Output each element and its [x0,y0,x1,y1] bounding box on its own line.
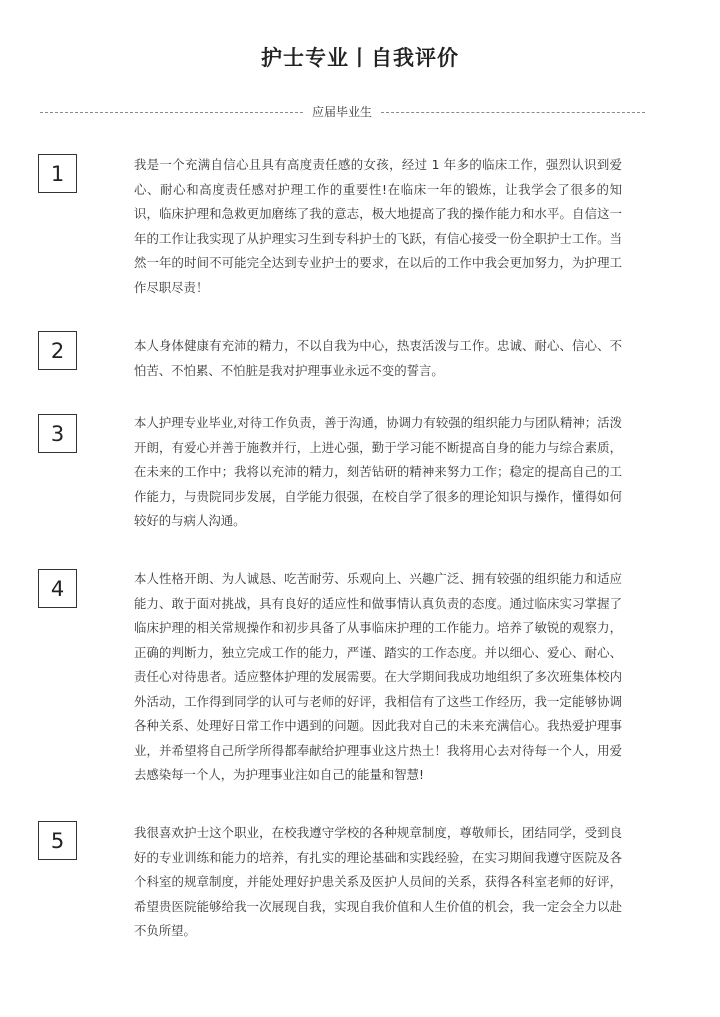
subtitle: 应届毕业生 [311,105,372,119]
dashed-line-right [381,112,645,113]
item-number-box: 1 [38,154,77,193]
item-number-box: 4 [38,569,77,608]
item-paragraph: 我是一个充满自信心且具有高度责任感的女孩，经过 1 年多的临床工作，强烈认识到爱心、耐心和高度责任感对护理工作的重要性!在临床一年的锻炼，让我学会了很多的知识，临床护理和急救更加磨练了我的意志，极大地提高了我的操作能力和水平。自信这一年的工作让我实现了从护理实习生到专科护士的飞跃，有信心接受一份全职护士工作。当然一年的时间不可能完全达到专业护士的要求，在以后的工作中我会更加努力，为护理工作尽职尽责！ [134,157,622,295]
item-paragraph: 本人身体健康有充沛的精力，不以自我为中心，热衷活泼与工作。忠诚、耐心、信心、不怕苦、不怕累、不怕脏是我对护理事业永远不变的誓言。 [134,338,622,378]
item-paragraph: 本人性格开朗、为人诚恳、吃苦耐劳、乐观向上、兴趣广泛、拥有较强的组织能力和适应能力、敢于面对挑战，具有良好的适应性和做事情认真负责的态度。通过临床实习掌握了临床护理的相关常规操作和初步具备了从事临床护理的工作能力。培养了敏锐的观察力，正确的判断力，独立完成工作的能力，严谨、踏实的工作态度。并以细心、爱心、耐心、责任心对待患者。适应整体护理的发展需要。在大学期间我成功地组织了多次班集体校内外活动，工作得到同学的认可与老师的好评，我相信有了这些工作经历，我一定能够协调各种关系、处理好日常工作中遇到的问题。因此我对自己的未来充满信心。我热爱护理事业，并希望将自己所学所得都奉献给护理事业这片热土！我将用心去对待每一个人，用爱去感染每一个人，为护理事业注如自己的能量和智慧! [134,571,622,782]
item-number-box: 5 [38,821,77,860]
subtitle-divider [40,102,645,122]
item-number-box: 3 [38,414,77,453]
page-title: 护士专业丨自我评价 [261,46,459,70]
item-paragraph: 本人护理专业毕业,对待工作负责，善于沟通，协调力有较强的组织能力与团队精神；活泼开朗，有爱心并善于施教并行，上进心强，勤于学习能不断提高自身的能力与综合素质，在未来的工作中；我将以充沛的精力，刻苦钻研的精神来努力工作；稳定的提高自己的工作能力，与贵院同步发展，自学能力很强，在校自学了很多的理论知识与操作，懂得如何较好的与病人沟通。 [134,415,622,528]
item-number-box: 2 [38,331,77,370]
item-paragraph: 我很喜欢护士这个职业，在校我遵守学校的各种规章制度，尊敬师长，团结同学，受到良好的专业训练和能力的培养，有扎实的理论基础和实践经验，在实习期间我遵守医院及各个科室的规章制度，并能处理好护患关系及医护人员间的关系，获得各科室老师的好评，希望贵医院能够给我一次展现自我，实现自我价值和人生价值的机会，我一定会全力以赴不负所望。 [134,825,622,938]
dashed-line-left [40,112,303,113]
